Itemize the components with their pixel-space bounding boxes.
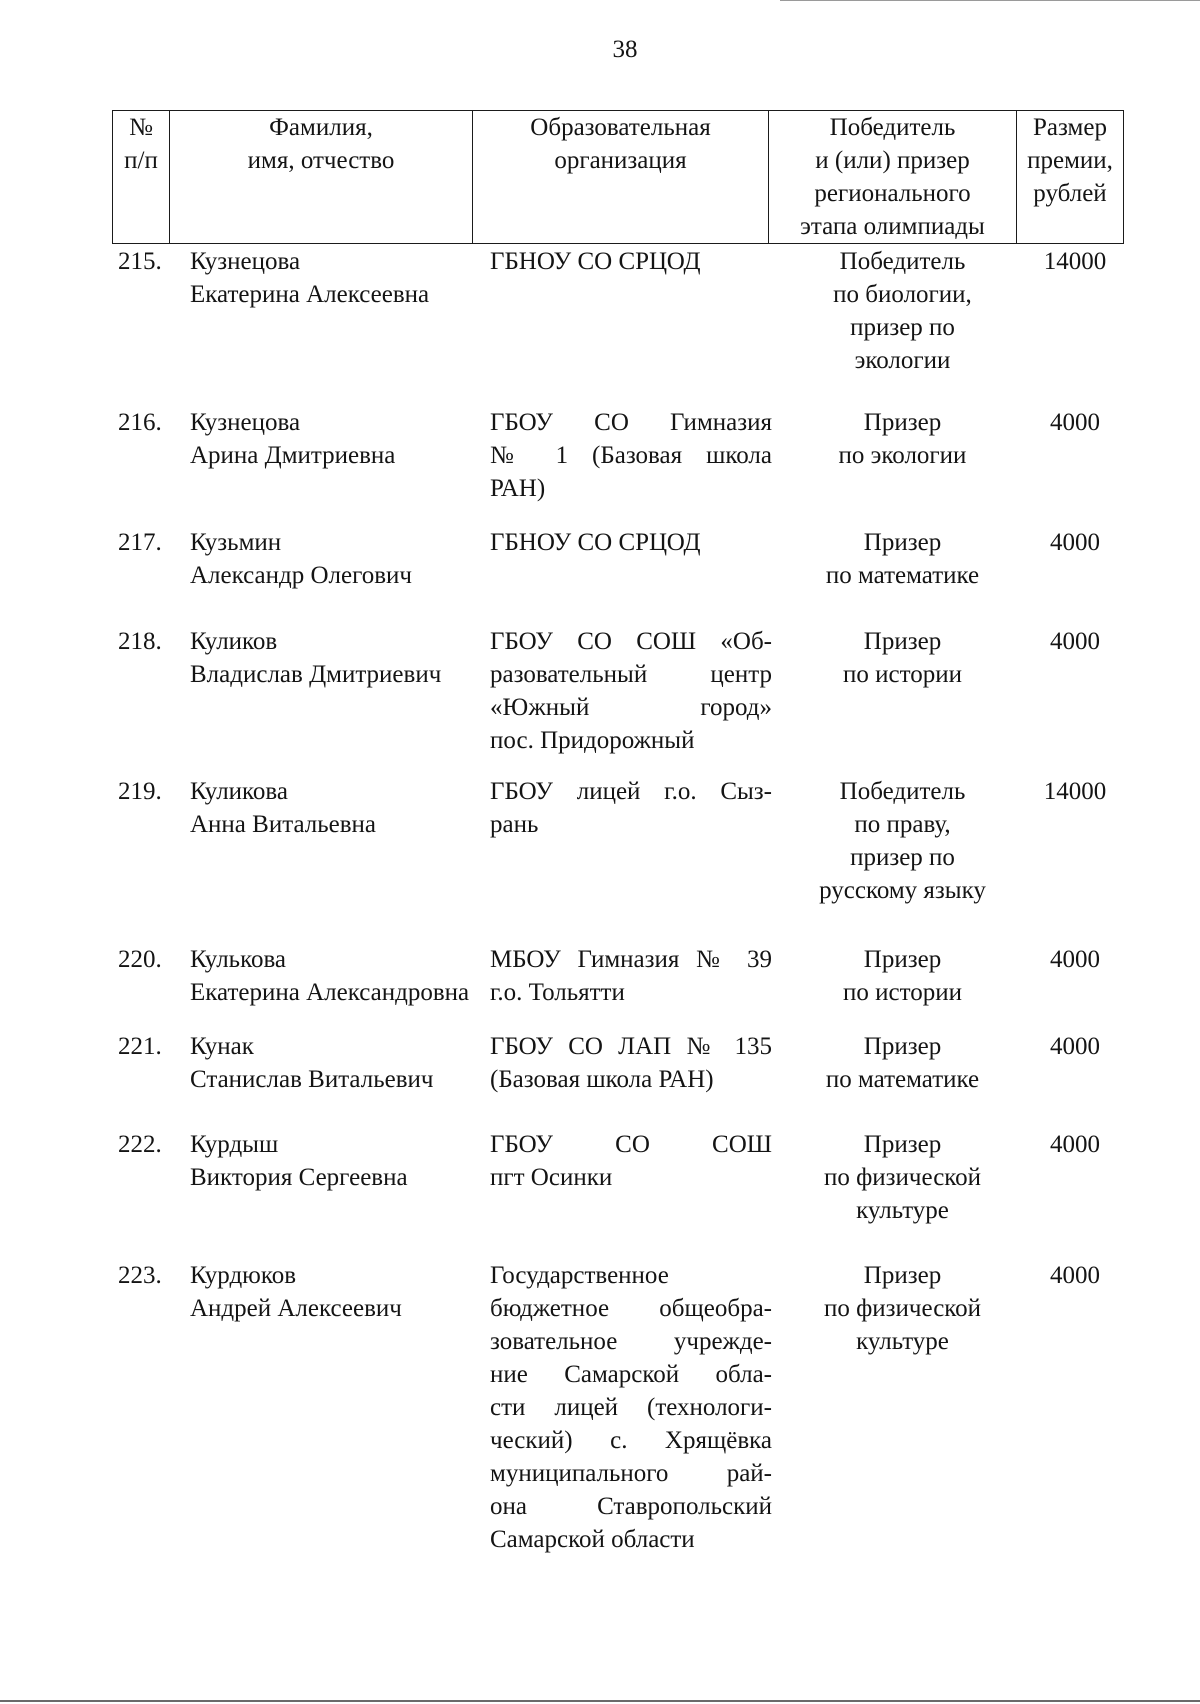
- olympiad-result-line: по математике: [825, 1066, 980, 1093]
- olympiad-result-line: по экологии: [838, 442, 967, 469]
- student-name-line: Куликова: [190, 778, 288, 805]
- olympiad-result-line: Победитель: [839, 778, 966, 805]
- student-name-line: Анна Витальевна: [190, 811, 377, 838]
- school-name-line: ГБОУ СО Гимназия: [490, 409, 772, 436]
- olympiad-result-line: Призер: [863, 1262, 942, 1289]
- prize-amount: 4000: [1050, 409, 1100, 436]
- olympiad-result: [790, 625, 1015, 691]
- header-name-line: имя, отчество: [247, 147, 395, 174]
- olympiad-result-line: Призер: [863, 628, 942, 655]
- school-name-line: РАН): [490, 475, 546, 502]
- olympiad-result: [790, 1128, 1015, 1227]
- prize-amount: 4000: [1050, 628, 1100, 655]
- olympiad-result: [790, 245, 1015, 377]
- school-name: [490, 1128, 772, 1194]
- school-name-line: ГБНОУ СО СРЦОД: [490, 248, 701, 275]
- student-name: [190, 1259, 480, 1325]
- school-name-line: МБОУ Гимназия № 39: [490, 946, 772, 973]
- school-name-line: Государственное: [490, 1262, 669, 1289]
- olympiad-result: [790, 943, 1015, 1009]
- school-name: [490, 1259, 772, 1556]
- student-name-line: Екатерина Александровна: [190, 979, 470, 1006]
- student-name-line: Андрей Алексеевич: [190, 1295, 402, 1322]
- olympiad-result-line: культуре: [856, 1197, 949, 1224]
- student-name: [190, 526, 480, 592]
- olympiad-result-line: Призер: [863, 1033, 942, 1060]
- student-name-line: Кулькова: [190, 946, 287, 973]
- header-num-line: №: [129, 114, 153, 141]
- school-name-line: ГБОУ лицей г.о. Сыз-: [490, 778, 772, 805]
- school-name-line: ГБОУ СО ЛАП № 135: [490, 1033, 772, 1060]
- school-name-line: ние Самарской обла-: [490, 1361, 772, 1388]
- row-number: 220.: [118, 946, 162, 973]
- school-name-line: она Ставропольский: [490, 1493, 772, 1520]
- school-name-line: сти лицей (технологи-: [490, 1394, 772, 1421]
- school-name-line: ГБНОУ СО СРЦОД: [490, 529, 701, 556]
- student-name-line: Виктория Сергеевна: [190, 1164, 408, 1191]
- school-name-line: рань: [490, 811, 539, 838]
- header-status-line: и (или) призер: [815, 147, 970, 174]
- olympiad-result-line: Победитель: [839, 248, 966, 275]
- school-name-line: ГБОУ СО СОШ «Об-: [490, 628, 772, 655]
- olympiad-result: [790, 775, 1015, 907]
- header-num-line: п/п: [124, 147, 158, 174]
- school-name-line: «Южный город»: [490, 694, 772, 721]
- student-name-line: Станислав Витальевич: [190, 1066, 434, 1093]
- header-status-line: этапа олимпиады: [800, 213, 985, 240]
- student-name-line: Кузнецова: [190, 248, 301, 275]
- school-name: [490, 1030, 772, 1096]
- olympiad-result-line: экологии: [854, 347, 951, 374]
- olympiad-result-line: культуре: [856, 1328, 949, 1355]
- olympiad-result-line: Призер: [863, 529, 942, 556]
- scan-edge-line: [0, 1700, 1200, 1702]
- student-name: [190, 625, 480, 691]
- prize-amount: 4000: [1050, 1033, 1100, 1060]
- olympiad-result-line: Призер: [863, 946, 942, 973]
- row-number: 217.: [118, 529, 162, 556]
- olympiad-result: [790, 526, 1015, 592]
- school-name-line: пос. Придорожный: [490, 727, 695, 754]
- header-prize-line: премии,: [1027, 147, 1113, 174]
- school-name: [490, 943, 772, 1009]
- school-name-line: ГБОУ СО СОШ: [490, 1131, 772, 1158]
- olympiad-result-line: по истории: [843, 979, 962, 1006]
- student-name: [190, 775, 480, 841]
- header-org-line: организация: [554, 147, 687, 174]
- student-name: [190, 1030, 480, 1096]
- olympiad-result-line: призер по: [850, 314, 955, 341]
- prize-amount: 4000: [1050, 1131, 1100, 1158]
- header-status-line: Победитель: [829, 114, 956, 141]
- student-name-line: Кузнецова: [190, 409, 301, 436]
- school-name: [490, 526, 772, 559]
- prize-amount: 4000: [1050, 529, 1100, 556]
- school-name-line: Самарской области: [490, 1526, 695, 1553]
- student-name: [190, 943, 480, 1009]
- olympiad-result-line: по истории: [843, 661, 962, 688]
- row-number: 219.: [118, 778, 162, 805]
- row-number: 216.: [118, 409, 162, 436]
- prize-amount: 4000: [1050, 946, 1100, 973]
- header-org-line: Образовательная: [530, 114, 711, 141]
- prize-amount: 14000: [1043, 248, 1107, 275]
- student-name-line: Екатерина Алексеевна: [190, 281, 430, 308]
- student-name: [190, 1128, 480, 1194]
- olympiad-result-line: по математике: [825, 562, 980, 589]
- student-name-line: Курдюков: [190, 1262, 297, 1289]
- olympiad-result-line: русскому языку: [819, 877, 986, 904]
- school-name-line: ческий) с. Хрящёвка: [490, 1427, 772, 1454]
- row-number: 221.: [118, 1033, 162, 1060]
- school-name: [490, 625, 772, 757]
- school-name-line: муниципального рай-: [490, 1460, 772, 1487]
- student-name-line: Кузьмин: [190, 529, 282, 556]
- row-number: 222.: [118, 1131, 162, 1158]
- prize-amount: 14000: [1043, 778, 1107, 805]
- olympiad-result-line: по биологии,: [833, 281, 972, 308]
- page-number: 38: [612, 36, 638, 63]
- student-name-line: Кунак: [190, 1033, 254, 1060]
- olympiad-result-line: по физической: [823, 1295, 982, 1322]
- student-name-line: Арина Дмитриевна: [190, 442, 396, 469]
- header-prize-line: рублей: [1033, 180, 1107, 207]
- olympiad-result-line: по праву,: [854, 811, 951, 838]
- school-name-line: пгт Осинки: [490, 1164, 613, 1191]
- olympiad-result-line: призер по: [850, 844, 955, 871]
- student-name-line: Куликов: [190, 628, 278, 655]
- school-name: [490, 775, 772, 841]
- olympiad-result: [790, 1030, 1015, 1096]
- school-name: [490, 406, 772, 505]
- row-number: 215.: [118, 248, 162, 275]
- header-prize-line: Размер: [1033, 114, 1107, 141]
- school-name-line: зовательное учрежде-: [490, 1328, 772, 1355]
- school-name-line: № 1 (Базовая школа: [490, 442, 772, 469]
- school-name-line: г.о. Тольятти: [490, 979, 625, 1006]
- row-number: 218.: [118, 628, 162, 655]
- student-name-line: Александр Олегович: [190, 562, 413, 589]
- olympiad-result: [790, 406, 1015, 472]
- school-name: [490, 245, 772, 278]
- header-name-line: Фамилия,: [269, 114, 373, 141]
- olympiad-result-line: Призер: [863, 409, 942, 436]
- school-name-line: (Базовая школа РАН): [490, 1066, 714, 1093]
- student-name-line: Владислав Дмитриевич: [190, 661, 442, 688]
- row-number: 223.: [118, 1262, 162, 1289]
- school-name-line: разовательный центр: [490, 661, 772, 688]
- prize-amount: 4000: [1050, 1262, 1100, 1289]
- student-name: [190, 245, 480, 311]
- student-name-line: Курдыш: [190, 1131, 279, 1158]
- school-name-line: бюджетное общеобра-: [490, 1295, 772, 1322]
- olympiad-result-line: Призер: [863, 1131, 942, 1158]
- student-name: [190, 406, 480, 472]
- olympiad-result: [790, 1259, 1015, 1358]
- header-status-line: регионального: [814, 180, 971, 207]
- olympiad-result-line: по физической: [823, 1164, 982, 1191]
